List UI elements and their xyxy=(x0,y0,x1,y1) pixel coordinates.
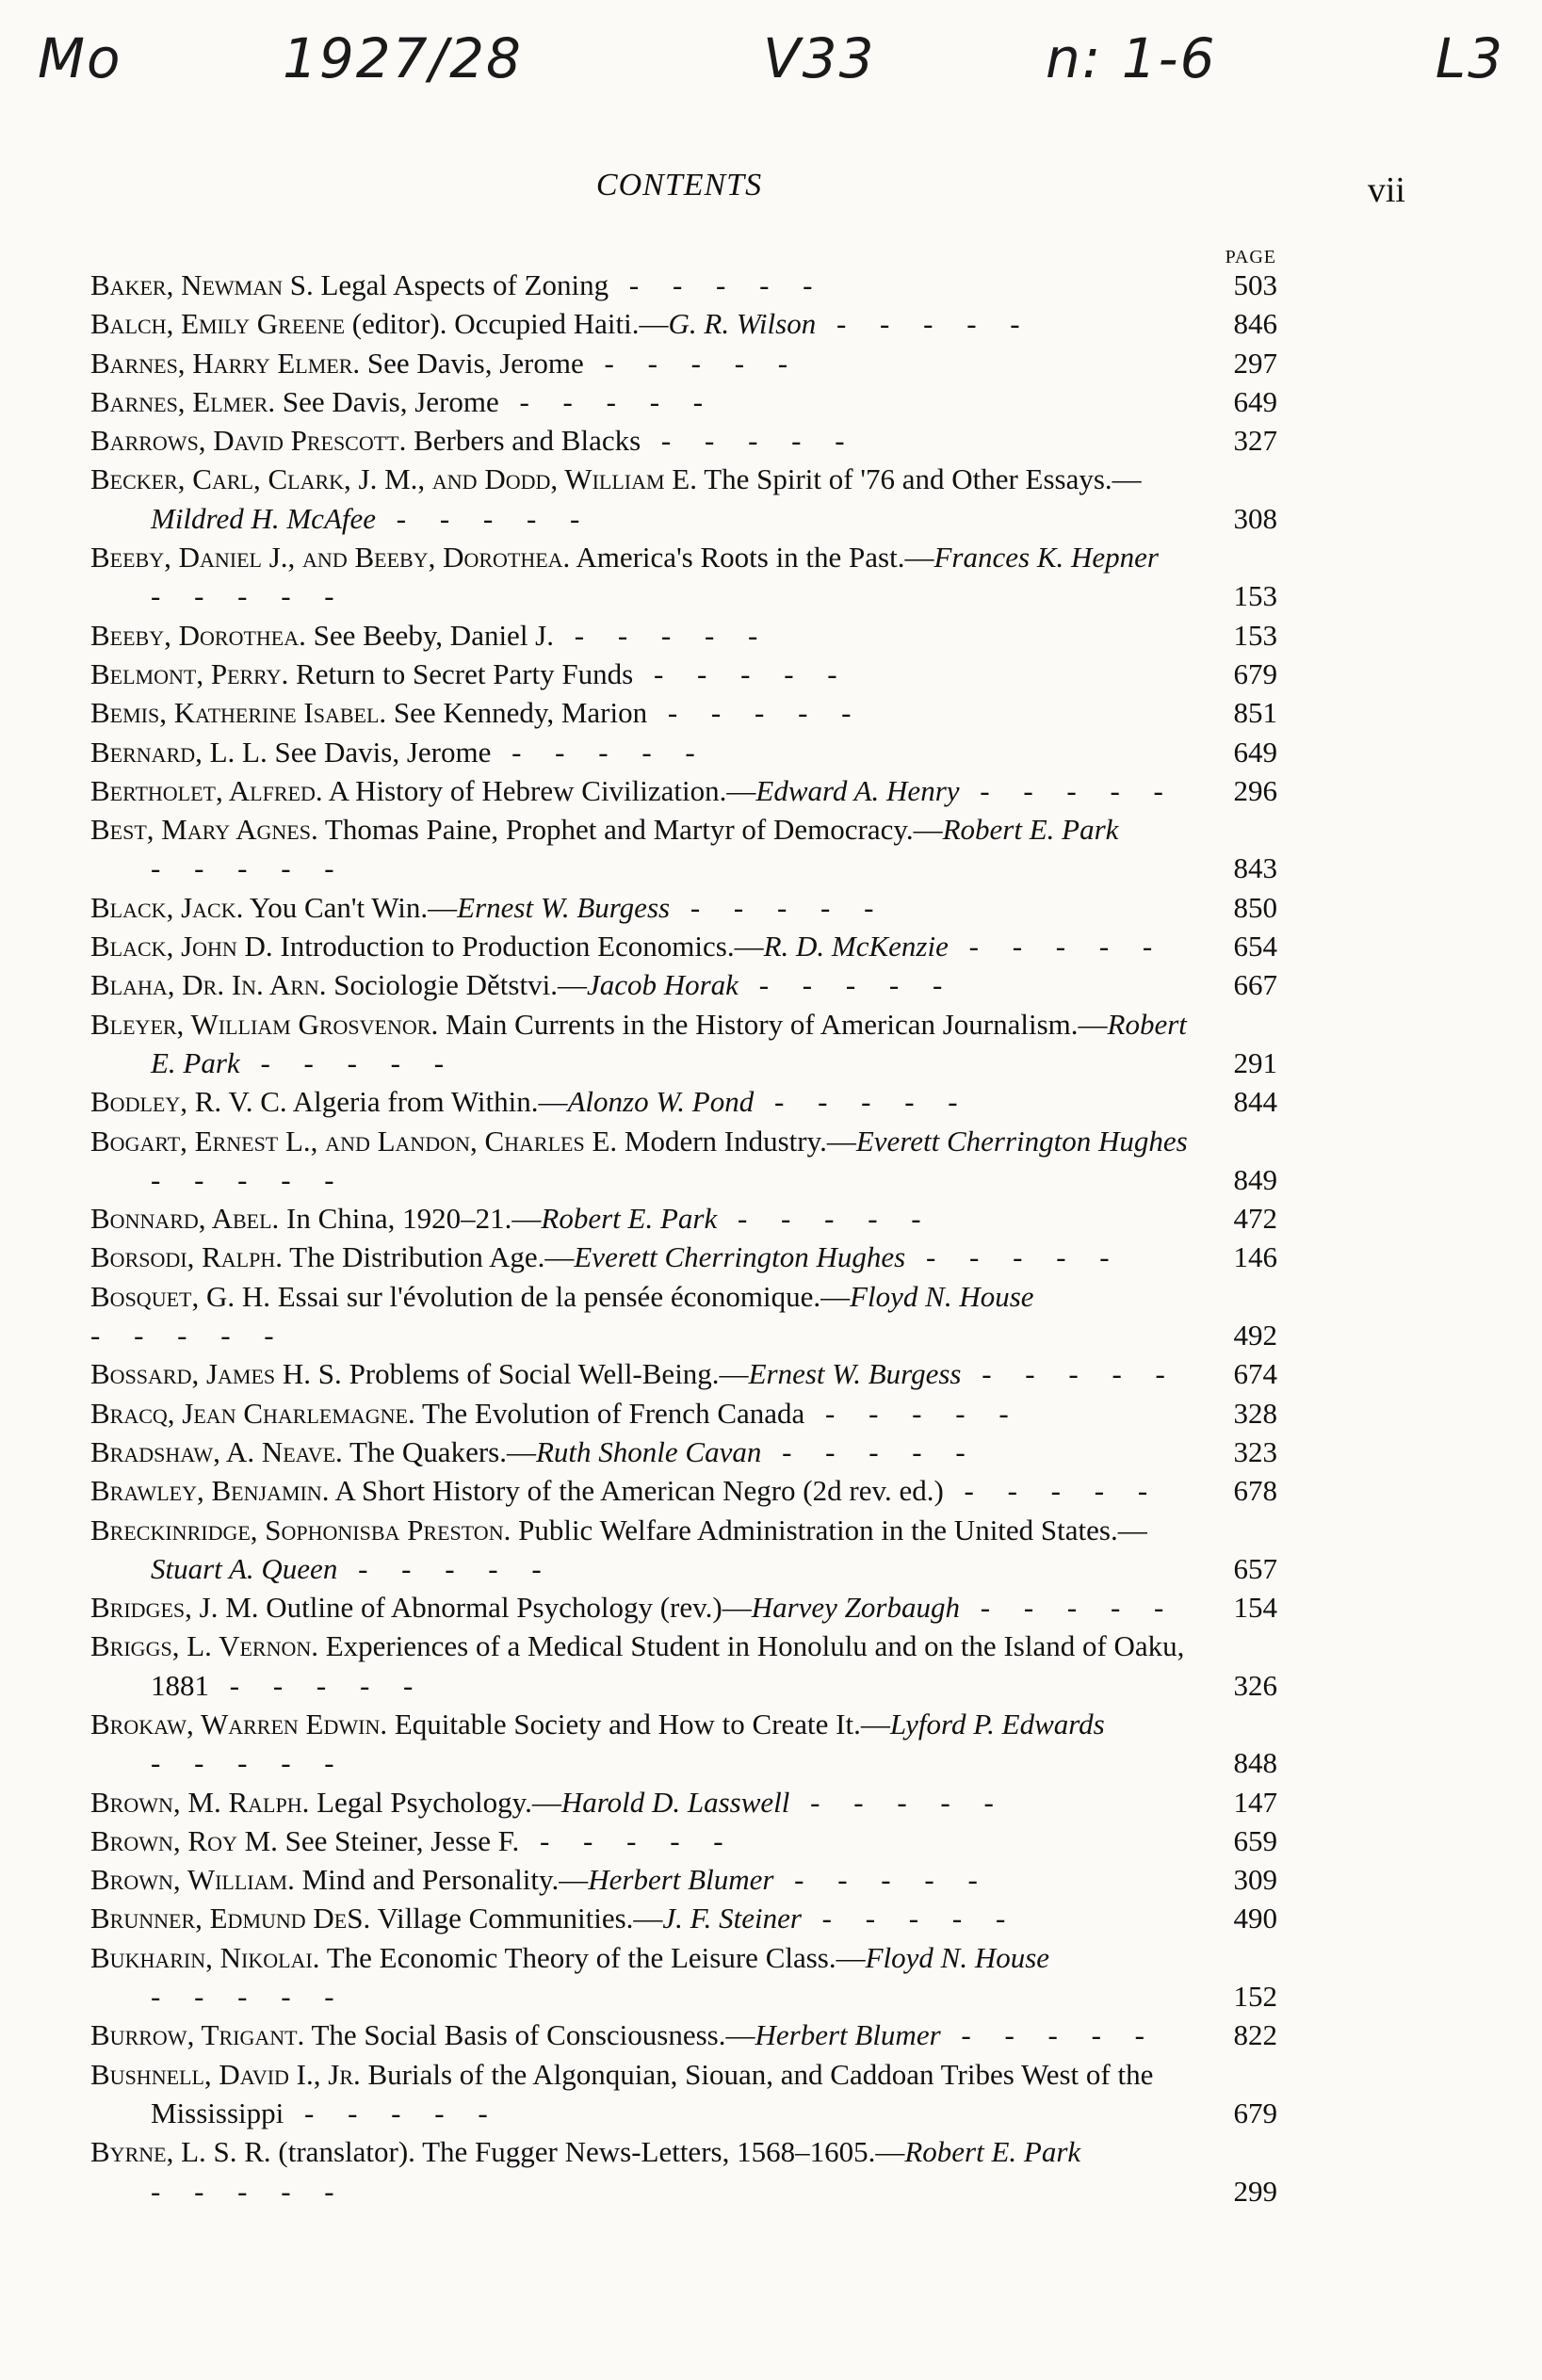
entry-text xyxy=(90,460,1197,538)
entry-text xyxy=(90,1005,1197,1083)
entry-text xyxy=(90,965,1197,1004)
leader-dashes: - - - - - xyxy=(641,424,858,458)
entry-page: 296 xyxy=(1233,773,1277,807)
entry-author: Breckinridge, Sophonisba Preston. xyxy=(90,1513,511,1546)
entry-page: 851 xyxy=(1233,696,1277,730)
contents-entry xyxy=(90,616,1277,655)
entry-text xyxy=(90,655,1197,693)
entry-page: 297 xyxy=(1233,346,1277,380)
entry-page: 674 xyxy=(1233,1357,1277,1391)
leader-dashes: - - - - - xyxy=(905,1240,1123,1274)
entry-title: See Kennedy, Marion xyxy=(386,696,648,730)
contents-entry xyxy=(90,1821,1277,1860)
contents-entry xyxy=(90,1082,1277,1121)
entry-author: Belmont, Perry. xyxy=(90,656,289,690)
entry-author: Bogart, Ernest L., and Landon, Charles E. xyxy=(90,1124,618,1158)
entry-title: (translator). The Fugger News-Letters, 1568–1605.— xyxy=(270,2135,905,2169)
contents-entry xyxy=(90,1627,1277,1705)
entry-reviewer: Robert E. Park xyxy=(904,2135,1081,2169)
entry-reviewer: Herbert Blumer xyxy=(588,1863,774,1897)
entry-text xyxy=(90,1938,1197,2016)
entry-author: Bodley, R. V. C. xyxy=(90,1085,287,1119)
contents-entry xyxy=(90,888,1277,927)
entry-reviewer: Floyd N. House xyxy=(850,1279,1034,1313)
entry-page: 678 xyxy=(1233,1474,1277,1508)
entry-page: 291 xyxy=(1233,1045,1277,1079)
entry-title: A History of Hebrew Civilization.— xyxy=(322,773,756,807)
entry-title: The Quakers.— xyxy=(342,1434,536,1468)
entry-page: 154 xyxy=(1233,1591,1277,1625)
entry-page: 654 xyxy=(1233,930,1277,963)
entry-reviewer: Robert E. Park xyxy=(942,813,1119,847)
entry-title: Modern Industry.— xyxy=(617,1124,856,1158)
entry-text xyxy=(90,2055,1197,2133)
page-title: CONTENTS xyxy=(595,168,763,202)
entry-author: Borsodi, Ralph. xyxy=(90,1240,283,1274)
leader-dashes: - - - - - xyxy=(961,1357,1178,1391)
entry-page: 843 xyxy=(1233,851,1277,885)
leader-dashes: - - - - - xyxy=(491,735,708,769)
leader-dashes: - - - - - xyxy=(960,1591,1177,1625)
entry-title: The Distribution Age.— xyxy=(282,1240,575,1274)
entry-title: The Evolution of French Canada xyxy=(414,1396,805,1430)
leader-dashes: - - - - - xyxy=(151,1980,348,2014)
leader-dashes: - - - - - xyxy=(554,618,771,652)
entry-author: Bukharin, Nikolai. xyxy=(90,1940,320,1974)
entry-reviewer: Harold D. Lasswell xyxy=(560,1785,790,1819)
entry-text xyxy=(90,2016,1197,2054)
entry-page: 308 xyxy=(1233,501,1277,535)
entry-author: Beeby, Daniel J., and Beeby, Dorothea. xyxy=(90,541,571,575)
entry-title: The Economic Theory of the Leisure Class.— xyxy=(319,1940,866,1974)
leader-dashes: - - - - - xyxy=(151,579,348,613)
entry-title: Essai sur l'évolution de la pensée économique.— xyxy=(269,1279,851,1313)
entry-title: Burials of the Algonquian, Siouan, and Caddoan Tribes West of the Mississippi xyxy=(151,2057,1154,2129)
entry-author: Bernard, L. L. xyxy=(90,735,268,769)
contents-entry xyxy=(90,382,1277,421)
entry-text xyxy=(90,1705,1197,1783)
entry-text xyxy=(90,421,1197,460)
contents-entry xyxy=(90,1588,1277,1627)
entry-reviewer: Frances K. Hepner xyxy=(933,541,1159,575)
entry-reviewer: J. F. Steiner xyxy=(662,1902,802,1935)
leader-dashes: - - - - - xyxy=(519,1823,737,1857)
entry-author: Becker, Carl, Clark, J. M., and Dodd, William E. xyxy=(90,462,697,496)
entry-title: Return to Secret Party Funds xyxy=(288,656,634,690)
entry-title: The Social Basis of Consciousness.— xyxy=(304,2018,755,2052)
entry-title: Problems of Social Well-Being.— xyxy=(341,1357,749,1391)
entry-title: See Davis, Jerome xyxy=(275,384,499,418)
entry-page: 849 xyxy=(1233,1162,1277,1196)
entry-text xyxy=(90,1899,1197,1937)
contents-entry xyxy=(90,2132,1277,2210)
annotation-4: n: 1-6 xyxy=(1046,26,1217,90)
entry-text xyxy=(90,1122,1197,1200)
contents-entry xyxy=(90,1938,1277,2016)
contents-entry xyxy=(90,344,1277,382)
entry-text xyxy=(90,2132,1197,2210)
entry-page: 152 xyxy=(1233,1980,1277,2014)
entry-author: Barrows, David Prescott. xyxy=(90,424,407,458)
contents-entry xyxy=(90,1860,1277,1899)
entry-author: Bertholet, Alfred. xyxy=(90,773,323,807)
entry-reviewer: Ernest W. Burgess xyxy=(748,1357,962,1391)
entry-title: See Beeby, Daniel J. xyxy=(305,618,554,652)
entry-reviewer: Jacob Horak xyxy=(586,968,739,1002)
entry-reviewer: Mildred H. McAfee xyxy=(151,501,377,535)
leader-dashes: - - - - - xyxy=(633,656,851,690)
leader-dashes: - - - - - xyxy=(498,384,717,418)
entry-author: Brown, Roy M. xyxy=(90,1823,278,1857)
leader-dashes: - - - - - xyxy=(647,696,865,730)
entry-text xyxy=(90,1471,1197,1510)
entry-author: Bosquet, G. H. xyxy=(90,1279,270,1313)
entry-page: 659 xyxy=(1233,1823,1277,1857)
contents-entry xyxy=(90,1005,1277,1083)
entry-title: In China, 1920–21.— xyxy=(279,1202,542,1236)
entry-text xyxy=(90,1277,1197,1355)
contents-entry xyxy=(90,1433,1277,1471)
entry-text xyxy=(90,1511,1197,1589)
entry-page: 503 xyxy=(1233,268,1277,301)
entry-page: 328 xyxy=(1233,1396,1277,1430)
entry-text xyxy=(90,771,1197,810)
contents-entry xyxy=(90,2055,1277,2133)
entry-title: See Davis, Jerome xyxy=(360,346,584,380)
entry-title: Thomas Paine, Prophet and Martyr of Democracy.— xyxy=(317,813,943,847)
leader-dashes: - - - - - xyxy=(151,1746,348,1780)
contents-entry xyxy=(90,1511,1277,1589)
leader-dashes: - - - - - xyxy=(761,1434,979,1468)
annotation-3: V33 xyxy=(763,26,876,90)
entry-page: 657 xyxy=(1233,1551,1277,1585)
entry-page: 472 xyxy=(1233,1202,1277,1236)
entry-author: Barnes, Harry Elmer. xyxy=(90,346,361,380)
leader-dashes: - - - - - xyxy=(609,268,826,301)
page-numeral: vii xyxy=(1367,170,1405,210)
entry-page: 667 xyxy=(1233,968,1277,1002)
entry-title: The Spirit of '76 and Other Essays.— xyxy=(697,462,1142,496)
entry-title: See Davis, Jerome xyxy=(267,735,492,769)
leader-dashes: - - - - - xyxy=(337,1551,555,1585)
entry-reviewer: R. D. McKenzie xyxy=(763,930,949,963)
leader-dashes: - - - - - xyxy=(151,2174,348,2208)
entry-page: 492 xyxy=(1233,1319,1277,1352)
entry-author: Byrne, L. S. R. xyxy=(90,2135,271,2169)
entry-author: Baker, Newman S. xyxy=(90,268,314,301)
entry-title: Berbers and Blacks xyxy=(406,424,641,458)
entry-title: Village Communities.— xyxy=(370,1902,663,1935)
entry-reviewer: Harvey Zorbaugh xyxy=(751,1591,960,1625)
entry-title: Equitable Society and How to Create It.— xyxy=(387,1707,890,1740)
leader-dashes: - - - - - xyxy=(804,1396,1022,1430)
leader-dashes: - - - - - xyxy=(943,1474,1161,1508)
entry-text xyxy=(90,810,1197,888)
entry-page: 327 xyxy=(1233,424,1277,458)
contents-entry xyxy=(90,421,1277,460)
entry-author: Best, Mary Agnes. xyxy=(90,813,318,847)
entry-author: Bleyer, William Grosvenor. xyxy=(90,1007,439,1041)
contents-entry xyxy=(90,733,1277,771)
leader-dashes: - - - - - xyxy=(151,851,348,885)
entry-text xyxy=(90,1627,1197,1705)
entry-author: Bradshaw, A. Neave. xyxy=(90,1434,343,1468)
entry-page: 309 xyxy=(1233,1863,1277,1897)
entry-title: Outline of Abnormal Psychology (rev.)— xyxy=(258,1591,752,1625)
entry-page: 679 xyxy=(1233,2096,1277,2129)
entry-reviewer: Stuart A. Queen xyxy=(151,1551,338,1585)
entry-title: A Short History of the American Negro (2d rev. ed.) xyxy=(329,1474,944,1508)
entry-text xyxy=(90,927,1197,965)
leader-dashes: - - - - - xyxy=(717,1202,934,1236)
entry-title: You Can't Win.— xyxy=(243,890,458,924)
entry-reviewer: Herbert Blumer xyxy=(755,2018,941,2052)
leader-dashes: - - - - - xyxy=(670,890,887,924)
leader-dashes: - - - - - xyxy=(754,1085,971,1119)
entry-author: Black, John D. xyxy=(90,930,273,963)
entry-page: 649 xyxy=(1233,384,1277,418)
annotation-2: 1927/28 xyxy=(283,26,523,90)
leader-dashes: - - - - - xyxy=(801,1902,1019,1935)
entry-title: Legal Aspects of Zoning xyxy=(313,268,609,301)
entry-reviewer: Edward A. Henry xyxy=(755,773,960,807)
leader-dashes: - - - - - xyxy=(959,773,1177,807)
contents-entry xyxy=(90,1394,1277,1433)
entry-reviewer: Alonzo W. Pond xyxy=(567,1085,755,1119)
page-column-label: PAGE xyxy=(1225,247,1276,267)
entry-text xyxy=(90,266,1197,304)
entry-title: Main Currents in the History of American Journalism.— xyxy=(438,1007,1108,1041)
contents-entry xyxy=(90,1354,1277,1393)
contents-entry xyxy=(90,304,1277,343)
leader-dashes: - - - - - xyxy=(583,346,802,380)
entry-text xyxy=(90,1238,1197,1276)
entry-page: 153 xyxy=(1233,579,1277,613)
entry-author: Bracq, Jean Charlemagne. xyxy=(90,1396,415,1430)
entry-author: Brunner, Edmund DeS. xyxy=(90,1902,371,1935)
entry-title: America's Roots in the Past.— xyxy=(570,541,934,575)
entry-page: 822 xyxy=(1233,2018,1277,2052)
entry-page: 490 xyxy=(1233,1902,1277,1935)
entry-author: Beeby, Dorothea. xyxy=(90,618,306,652)
entry-text xyxy=(90,1783,1197,1821)
leader-dashes: - - - - - xyxy=(738,968,956,1002)
entry-text xyxy=(90,1433,1197,1471)
entry-author: Bossard, James H. S. xyxy=(90,1357,342,1391)
leader-dashes: - - - - - xyxy=(948,930,1166,963)
entry-text xyxy=(90,1199,1197,1238)
entry-title: Mind and Personality.— xyxy=(294,1863,589,1897)
entry-author: Bushnell, David I., Jr. xyxy=(90,2057,361,2091)
entry-text xyxy=(90,1821,1197,1860)
entry-author: Bridges, J. M. xyxy=(90,1591,259,1625)
leader-dashes: - - - - - xyxy=(151,1162,348,1196)
page-header xyxy=(85,168,1405,215)
contents-entry xyxy=(90,1783,1277,1821)
handwritten-annotation xyxy=(28,26,1514,111)
entry-author: Burrow, Trigant. xyxy=(90,2018,305,2052)
entry-reviewer: Everett Cherrington Hughes xyxy=(574,1240,906,1274)
entry-page: 299 xyxy=(1233,2174,1277,2208)
entry-text xyxy=(90,382,1197,421)
entry-title: See Steiner, Jesse F. xyxy=(277,1823,520,1857)
contents-entry xyxy=(90,1238,1277,1276)
entry-title: Algeria from Within.— xyxy=(286,1085,568,1119)
contents-entry xyxy=(90,1199,1277,1238)
entry-author: Brown, M. Ralph. xyxy=(90,1785,310,1819)
leader-dashes: - - - - - xyxy=(284,2096,501,2129)
entry-text xyxy=(90,733,1197,771)
entry-reviewer: G. R. Wilson xyxy=(668,307,817,341)
contents-entry xyxy=(90,538,1277,616)
entry-text xyxy=(90,1394,1197,1433)
entry-text xyxy=(90,344,1197,382)
leader-dashes: - - - - - xyxy=(376,501,593,535)
entry-title: Sociologie Dětstvi.— xyxy=(326,968,587,1002)
entry-text xyxy=(90,304,1197,343)
entry-author: Briggs, L. Vernon. xyxy=(90,1629,318,1663)
entry-text xyxy=(90,1082,1197,1121)
entry-page: 649 xyxy=(1233,735,1277,769)
leader-dashes: - - - - - xyxy=(789,1785,1007,1819)
entry-text xyxy=(90,538,1197,616)
leader-dashes: - - - - - xyxy=(940,2018,1159,2052)
entry-title: Legal Psychology.— xyxy=(309,1785,561,1819)
entry-text xyxy=(90,1354,1197,1393)
annotation-5: L3 xyxy=(1435,26,1504,90)
contents-entry xyxy=(90,965,1277,1004)
entry-title: Introduction to Production Economics.— xyxy=(272,930,764,963)
entry-text xyxy=(90,616,1197,655)
contents-list xyxy=(90,266,1277,2210)
entry-page: 848 xyxy=(1233,1746,1277,1780)
entry-text xyxy=(90,693,1197,732)
entry-page: 323 xyxy=(1233,1434,1277,1468)
entry-page: 844 xyxy=(1233,1085,1277,1119)
entry-page: 326 xyxy=(1233,1668,1277,1702)
annotation-1: Mo xyxy=(38,26,122,90)
entry-reviewer: Lyford P. Edwards xyxy=(889,1707,1105,1740)
entry-author: Black, Jack. xyxy=(90,890,244,924)
entry-page: 679 xyxy=(1233,656,1277,690)
entry-author: Blaha, Dr. In. Arn. xyxy=(90,968,327,1002)
entry-title: (editor). Occupied Haiti.— xyxy=(345,307,669,341)
contents-entry xyxy=(90,927,1277,965)
contents-entry xyxy=(90,1705,1277,1783)
entry-author: Brown, William. xyxy=(90,1863,295,1897)
entry-text xyxy=(90,1860,1197,1899)
entry-author: Brawley, Benjamin. xyxy=(90,1474,330,1508)
contents-entry xyxy=(90,2016,1277,2054)
entry-reviewer: Robert E. Park xyxy=(541,1202,718,1236)
contents-entry xyxy=(90,1277,1277,1355)
entry-author: Balch, Emily Greene xyxy=(90,307,346,341)
entry-page: 146 xyxy=(1233,1240,1277,1274)
entry-reviewer: Ruth Shonle Cavan xyxy=(535,1434,762,1468)
entry-reviewer: Floyd N. House xyxy=(865,1940,1050,1974)
leader-dashes: - - - - - xyxy=(90,1319,287,1352)
entry-author: Barnes, Elmer. xyxy=(90,384,276,418)
contents-entry xyxy=(90,693,1277,732)
leader-dashes: - - - - - xyxy=(773,1863,991,1897)
entry-page: 850 xyxy=(1233,890,1277,924)
leader-dashes: - - - - - xyxy=(209,1668,427,1702)
leader-dashes: - - - - - xyxy=(239,1045,458,1079)
entry-text xyxy=(90,888,1197,927)
contents-entry xyxy=(90,1899,1277,1937)
entry-page: 147 xyxy=(1233,1785,1277,1819)
contents-entry xyxy=(90,1122,1277,1200)
entry-reviewer: Robert E. Park xyxy=(151,1007,1187,1079)
entry-reviewer: Ernest W. Burgess xyxy=(457,890,671,924)
entry-author: Bemis, Katherine Isabel. xyxy=(90,696,387,730)
contents-entry xyxy=(90,1471,1277,1510)
contents-entry xyxy=(90,771,1277,810)
entry-text xyxy=(90,1588,1197,1627)
entry-title: Experiences of a Medical Student in Honolulu and on the Island of Oaku, 1881 xyxy=(151,1629,1185,1702)
contents-entry xyxy=(90,460,1277,538)
contents-entry xyxy=(90,266,1277,304)
entry-page: 846 xyxy=(1233,307,1277,341)
entry-page: 153 xyxy=(1233,618,1277,652)
contents-entry xyxy=(90,655,1277,693)
entry-author: Brokaw, Warren Edwin. xyxy=(90,1707,388,1740)
entry-reviewer: Everett Cherrington Hughes xyxy=(855,1124,1188,1158)
entry-title: Public Welfare Administration in the United States.— xyxy=(511,1513,1147,1546)
leader-dashes: - - - - - xyxy=(816,307,1033,341)
contents-entry xyxy=(90,810,1277,888)
entry-author: Bonnard, Abel. xyxy=(90,1202,280,1236)
